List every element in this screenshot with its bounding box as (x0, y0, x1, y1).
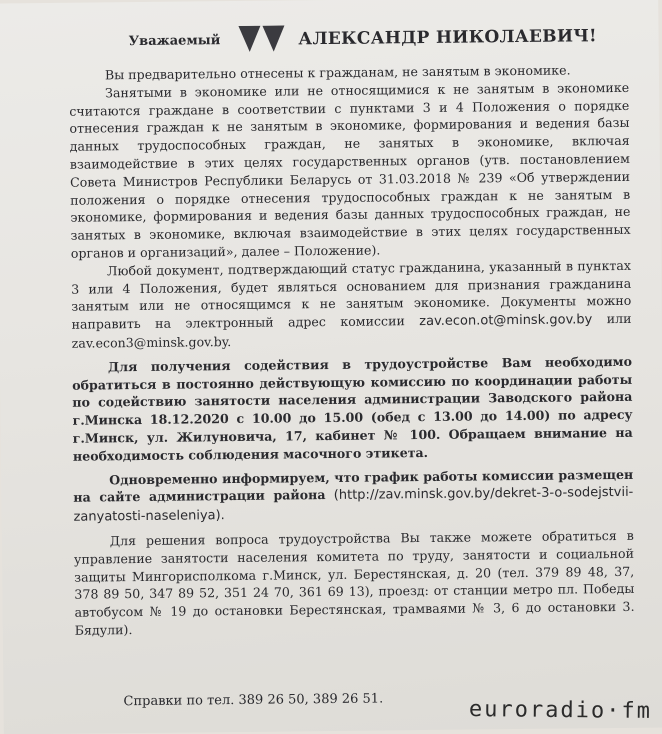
district-website-link[interactable]: (http://zav.minsk.gov.by/dekret-3-o-sodejstvii-zanyatosti-naseleniya). (73, 485, 634, 525)
greeting-line (128, 19, 628, 58)
commission-email-2[interactable]: zav.econ3@minsk.gov.by. (71, 333, 232, 351)
paragraph-assistance (72, 353, 633, 466)
paragraph-documents (71, 257, 632, 353)
redaction-mark-icon (238, 25, 292, 54)
addressee-name: АЛЕКСАНДР НИКОЛАЕВИЧ! (298, 26, 597, 50)
inquiry-phones: Справки по тел. 389 26 50, 389 26 51. (123, 691, 384, 710)
assistance-schedule: 18.12.2020 с 10.00 до 15.00 (обед с 13.00 до 14.00) по адресу г.Минск, ул. Жилуновича, 17, кабинет № 100. Обращаем внимание на необходимость соблюдения масочного этикета. (72, 406, 633, 464)
schedule-info-text: Одновременно информируем, что график работы комиссии размещен на сайте администрации района (73, 466, 634, 506)
documents-text: Любой документ, подтверждающий статус гражданина, указанный в пунктах 3 или 4 Положения, будет являться основанием для признания гражданина занятым или не относящимся к не занятым экономике. Документы можно направить на электронный адрес комиссии (71, 257, 632, 332)
email-or: или (606, 311, 632, 327)
letter-body (69, 61, 635, 640)
paragraph-schedule-info (73, 465, 634, 526)
paragraph-employment-office: Для решения вопроса трудоустройства Вы также можете обратиться в управление занятости населения комитета по труду, занятости и социальной защиты Мингорисполкома г.Минск, ул. Берестянская, д. 20 (тел. 379 89 48, 37, 378 89 50, 347 89 52, 351 24 70, 361 69 13), проезд: от станции метро пл. Победы автобусом № 19 до остановки Берестянская, трамваями № 3, 6 до остановки 3. Бядули). (73, 527, 635, 638)
paragraph-definition: Занятыми в экономике или не относящимися к не занятым в экономике считаются граждане в соответствии с пунктами 3 и 4 Положения о порядке отнесения граждан к не занятым в экономике, формирования и ведения базы данных трудоспособных граждан, не занятых в экономике, включая взаимодействие в этих целях государственных органов (утв. постановлением Совета Министров Республики Беларусь от 31.03.2018 № 239 «Об утверждении положения о порядке отнесения трудоспособных граждан к не занятым в экономике, формирования и ведения базы данных трудоспособных граждан, не занятых в экономике, включая взаимодействие в этих целях государственных органов и организаций», далее – Положение). (69, 79, 631, 261)
assistance-text: Для получения содействия в трудоустройстве Вам необходимо обратиться в постоянно действующую комиссию по координации работы по содействию занятости населения администрации Заводского района г.Минска (72, 353, 633, 428)
commission-email-1[interactable]: zav.econ.ot@minsk.gov.by (419, 312, 593, 330)
salutation: Уважаемый (128, 32, 221, 49)
euroradio-watermark: euroradio·fm (468, 697, 653, 724)
paragraph-status: Вы предварительно отнесены к гражданам, не занятым в экономике. (104, 62, 571, 83)
